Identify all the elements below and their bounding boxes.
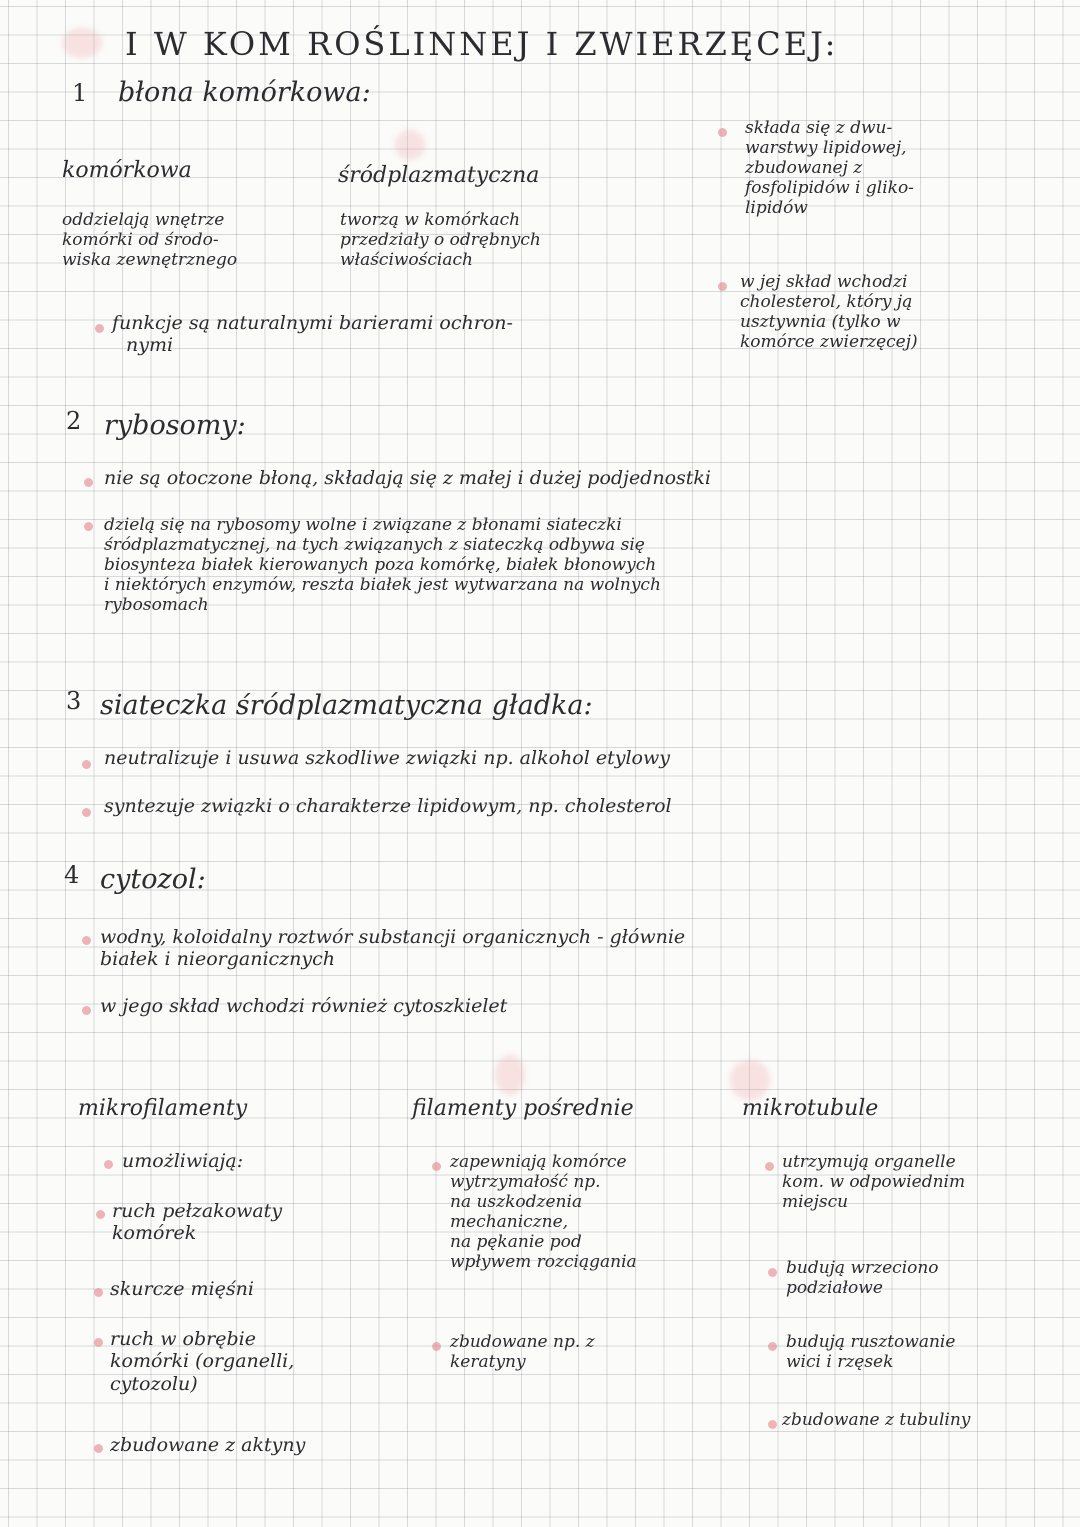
text-block [786,1258,939,1298]
bullet [82,936,91,945]
bullet [94,1338,103,1347]
text-line: wodny, koloidalny roztwór substancji organicznych - głównie [100,926,686,948]
text-line: tworzą w komórkach [340,210,521,230]
text-line: oddzielają wnętrze [62,210,225,230]
text-line: miejscu [782,1192,849,1213]
text-line: budują rusztowanie [786,1332,956,1352]
text-line: składa się z dwu- [745,118,893,138]
text-line: umożliwiają: [122,1150,244,1172]
text-line: podziałowe [786,1278,883,1299]
section-heading: siateczka śródplazmatyczna gładka: [100,690,593,721]
section-number: 3 [66,687,82,715]
text-line: nymi [126,334,174,357]
text-line: zbudowanej z [745,158,863,179]
text-line: w jego skład wchodzi również cytoszkielet [100,995,508,1017]
text-block [110,1434,305,1456]
text-line: dzielą się na rybosomy wolne i związane z błonami siateczki [104,515,622,535]
text-line: usztywnia (tylko w [740,312,901,333]
text-line: neutralizuje i usuwa szkodliwe związki np. alkohol etylowy [104,747,670,769]
text-line: w jej skład wchodzi [740,272,908,292]
bullet [94,1288,103,1297]
bullet [95,324,104,333]
column-header: filamenty pośrednie [412,1096,634,1121]
text-line: wici i rzęsek [786,1352,894,1373]
text-line: ruch pełzakowaty [112,1200,283,1222]
text-line: komórki od środo- [62,230,219,251]
section-heading: rybosomy: [104,410,246,441]
bullet [96,1210,105,1219]
text-block [340,210,541,270]
page-smudge [62,28,102,58]
text-line: lipidów [745,198,808,219]
bullet [432,1162,441,1171]
text-block [100,926,685,971]
text-block [786,1332,955,1372]
bullet [718,282,727,291]
text-block [112,312,513,357]
text-line: zbudowane z aktyny [110,1434,306,1456]
text-line: wytrzymałość np. [450,1172,601,1193]
section-number: 4 [64,861,80,889]
page-smudge [395,130,425,160]
text-line: na pękanie pod [450,1232,582,1253]
text-line: zbudowane np. z [450,1332,595,1352]
section-heading: cytozol: [100,864,206,895]
section-heading: błona komórkowa: [118,77,371,108]
text-line: keratyny [450,1352,526,1373]
bullet [432,1342,441,1351]
text-line: komórce zwierzęcej) [740,332,918,353]
text-line: komórki (organelli, [110,1350,295,1373]
text-line: syntezuje związki o charakterze lipidowym, np. cholesterol [104,795,672,817]
bullet [768,1420,777,1429]
text-block [450,1332,595,1372]
text-block [104,515,661,615]
text-block [782,1152,965,1212]
text-block [745,118,914,218]
text-block [110,1278,254,1300]
bullet [765,1162,774,1171]
section-number: 1 [72,79,88,107]
text-block [112,1200,282,1245]
bullet [94,1444,103,1453]
text-line: cholesterol, który ją [740,292,913,313]
column-header: mikrofilamenty [78,1096,248,1121]
text-block [122,1150,243,1172]
page-title: I W KOM ROŚLINNEJ I ZWIERZĘCEJ: [125,25,839,63]
bullet [84,522,93,531]
text-line: ruch w obrębie [110,1328,256,1350]
page-smudge [730,1060,770,1100]
text-line: zbudowane z tubuliny [782,1410,971,1430]
page-smudge [495,1055,525,1095]
text-line: na uszkodzenia [450,1192,583,1213]
text-line: właściwościach [340,250,473,271]
text-line: mechaniczne, [450,1212,569,1233]
section-number: 2 [66,407,82,435]
text-line: przedziały o odrębnych [340,230,541,251]
text-line: śródplazmatycznej, na tych związanych z siateczką odbywa się [104,535,645,556]
text-block [450,1152,637,1272]
text-line: nie są otoczone błoną, składają się z małej i dużej podjednostki [104,467,711,489]
bullet [82,808,91,817]
column-header: komórkowa [62,158,192,183]
bullet [84,478,93,487]
text-line: zapewniają komórce [450,1152,627,1172]
text-line: budują wrzeciono [786,1258,939,1278]
bullet [768,1268,777,1277]
text-line: wiska zewnętrznego [62,250,238,271]
text-line: cytozolu) [110,1372,198,1395]
text-line: skurcze mięśni [110,1278,254,1300]
bullet [104,1160,113,1169]
text-block [782,1410,970,1430]
column-header: mikrotubule [742,1096,879,1121]
bullet [768,1342,777,1351]
text-line: rybosomach [104,595,209,616]
text-line: kom. w odpowiednim [782,1172,966,1193]
text-line: warstwy lipidowej, [745,138,907,159]
column-header: śródplazmatyczna [338,163,540,188]
text-block [62,210,237,270]
bullet [82,1006,91,1015]
text-line: białek i nieorganicznych [100,948,336,971]
text-line: biosynteza białek kierowanych poza komórkę, białek błonowych [104,555,657,576]
bullet [718,128,727,137]
text-line: komórek [112,1222,197,1245]
text-line: funkcje są naturalnymi barierami ochron- [112,312,513,334]
text-line: fosfolipidów i gliko- [745,178,914,199]
bullet [82,760,91,769]
text-block [110,1328,294,1395]
text-block [740,272,918,352]
text-line: utrzymują organelle [782,1152,956,1172]
text-line: i niektórych enzymów, reszta białek jest wytwarzana na wolnych [104,575,661,596]
text-line: wpływem rozciągania [450,1252,637,1273]
